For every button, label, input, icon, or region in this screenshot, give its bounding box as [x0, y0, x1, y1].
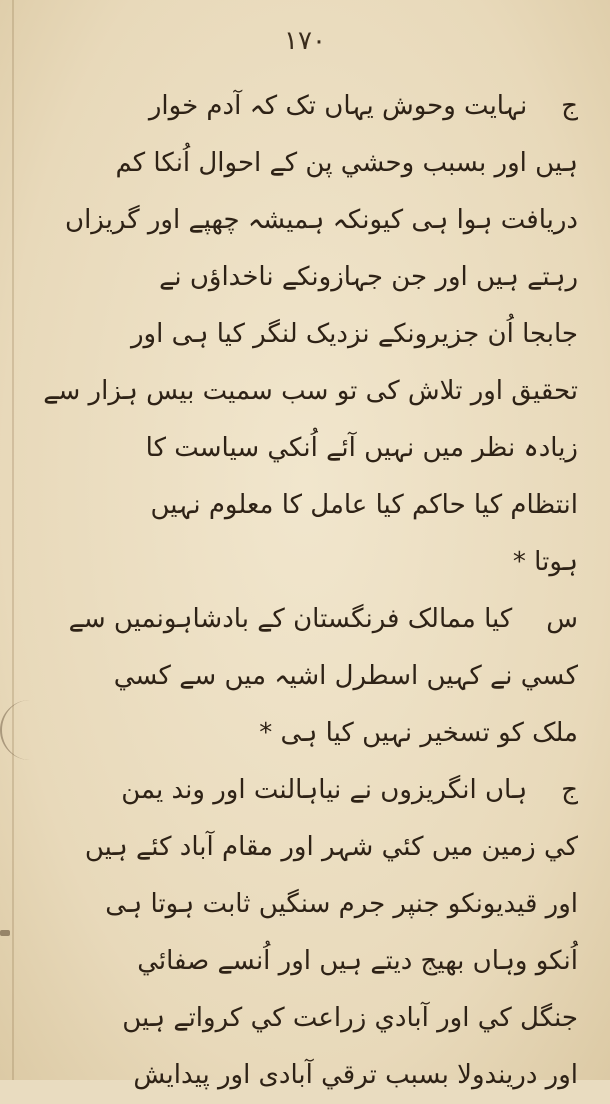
text-line: [22, 876, 578, 933]
line-text: کسي نے کہیں اسطرل اشیہ میں سے کسي: [113, 661, 578, 691]
line-text: دریافت ہوا ہی کیونکہ ہمیشہ چھپے اور گریزاں: [64, 205, 578, 235]
text-line: [22, 135, 578, 192]
qa-marker: ج: [561, 775, 578, 805]
text-line: [22, 933, 578, 990]
text-line: [22, 648, 578, 705]
text-body: [22, 78, 578, 1090]
line-text: اور قیدیونکو جنپر جرم سنگیں ثابت ہوتا ہی: [105, 889, 578, 919]
line-text: کي زمین میں کئي شہر اور مقام آباد کئے ہیں: [84, 832, 578, 862]
line-text: کیا ممالک فرنگستان کے بادشاہونمیں سے: [68, 604, 513, 634]
line-text: جابجا اُن جزیرونکے نزدیک لنگر کیا ہی اور: [130, 319, 578, 349]
text-line: [22, 762, 578, 819]
text-line: [22, 192, 578, 249]
text-line: [22, 990, 578, 1047]
qa-marker: ج: [561, 91, 578, 121]
line-text: انتظام کیا حاکم کیا عامل کا معلوم نہیں: [150, 490, 578, 520]
text-line: [22, 249, 578, 306]
line-text: ہاں انگریزوں نے نیاہالنت اور وند یمن: [121, 775, 528, 805]
line-text: ہوتا *: [512, 547, 578, 577]
line-text: اُنکو وہاں بھیج دیتے ہیں اور اُنسے صفائي: [137, 946, 578, 976]
text-line: [22, 1047, 578, 1104]
line-text: زیادہ نظر میں نہیں آئے اُنکي سیاست کا: [145, 433, 578, 463]
page-number: ١٧٠: [284, 26, 326, 56]
text-line: [22, 363, 578, 420]
text-line: [22, 819, 578, 876]
text-line: [22, 705, 578, 762]
qa-marker: س: [546, 604, 578, 634]
margin-mark: [0, 930, 10, 936]
text-line: [22, 534, 578, 591]
line-text: تحقیق اور تلاش کی تو سب سمیت بیس ہزار سے: [43, 376, 578, 406]
line-text: ملک کو تسخیر نہیں کیا ہی *: [259, 718, 578, 748]
line-text: اور دریندولا بسبب ترقي آبادی اور پیدایش: [133, 1060, 578, 1090]
line-text: ہیں اور بسبب وحشي پن کے احوال اُنکا کم: [115, 148, 578, 178]
text-line: [22, 306, 578, 363]
line-text: رہتے ہیں اور جن جہازونکے ناخداؤں نے: [159, 262, 578, 292]
line-text: نہایت وحوش یہاں تک کہ آدم خوار: [148, 91, 528, 121]
text-line: [22, 420, 578, 477]
text-line: [22, 78, 578, 135]
text-line: [22, 591, 578, 648]
text-line: [22, 477, 578, 534]
line-text: جنگل کي اور آبادي زراعت کي کرواتے ہیں: [122, 1003, 578, 1033]
